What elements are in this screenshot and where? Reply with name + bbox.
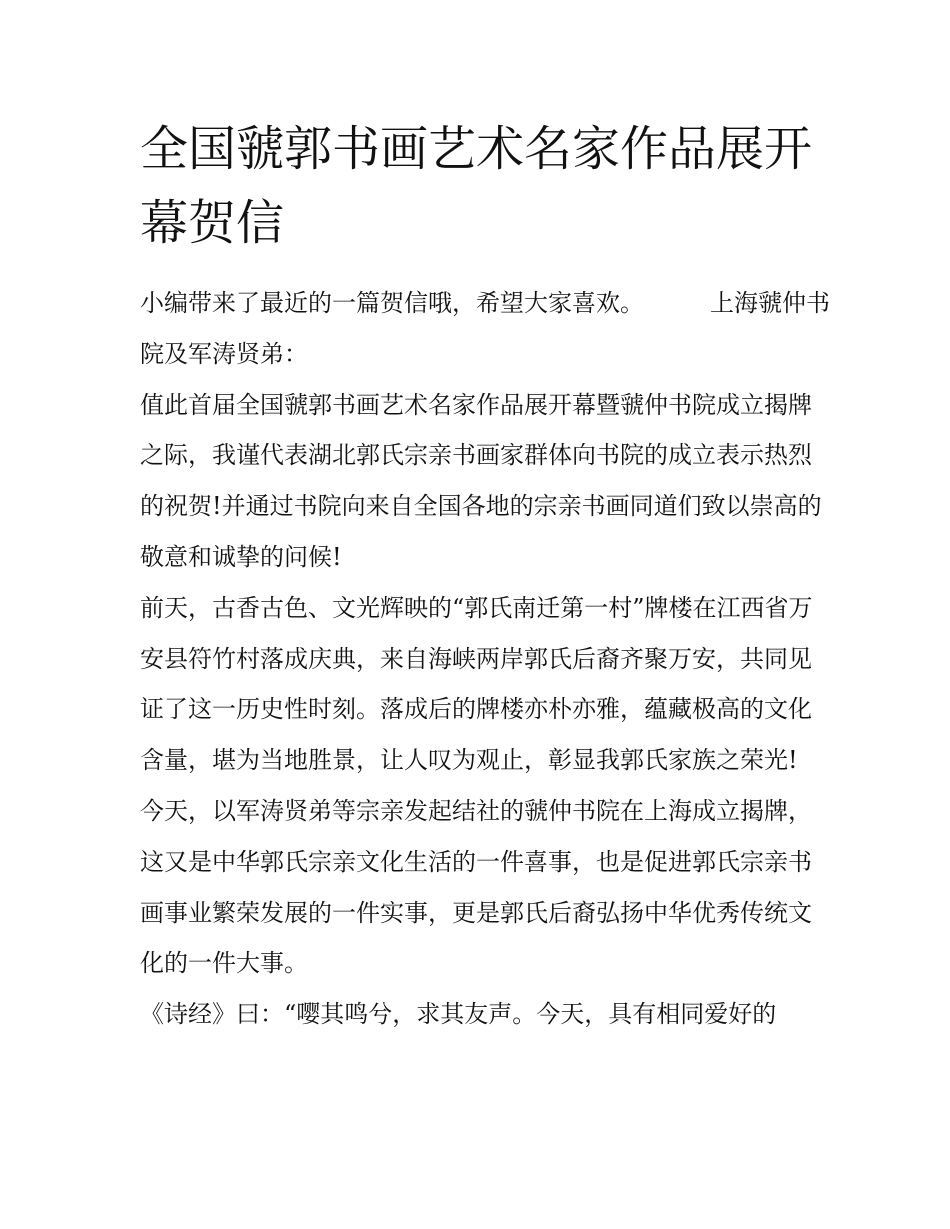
document-title: 全国虢郭书画艺术名家作品展开幕贺信 [140, 121, 813, 251]
body-paragraph: 前天，古香古色、文光辉映的“郭氏南迁第一村”牌楼在江西省万安县符竹村落成庆典，来自海峡两岸郭氏后裔齐聚万安，共同见证了这一历史性时刻。落成后的牌楼亦朴亦雅，蕴藏极高的文化含量，堪为当地胜景，让人叹为观止，彰显我郭氏家族之荣光! [140, 593, 813, 775]
intro-paragraph [140, 278, 830, 380]
salutation-text: 上海虢仲书院及军涛贤弟： [140, 289, 830, 368]
intro-text: 小编带来了最近的一篇贺信哦，希望大家喜欢。 [140, 289, 644, 317]
body-paragraph: 值此首届全国虢郭书画艺术名家作品展开幕暨虢仲书院成立揭牌之际，我谨代表湖北郭氏宗亲书画家群体向书院的成立表示热烈的祝贺!并通过书院向来自全国各地的宗亲书画同道们致以崇高的敬意和诚挚的问候! [140, 390, 822, 571]
body-paragraph: 《诗经》曰：“嘤其鸣兮，求其友声。今天，具有相同爱好的 [140, 1000, 777, 1029]
document-body [140, 278, 830, 1040]
body-paragraph: 今天，以军涛贤弟等宗亲发起结社的虢仲书院在上海成立揭牌，这又是中华郭氏宗亲文化生活的一件喜事，也是促进郭氏宗亲书画事业繁荣发展的一件实事，更是郭氏后裔弘扬中华优秀传统文化的一件大事。 [140, 796, 812, 978]
